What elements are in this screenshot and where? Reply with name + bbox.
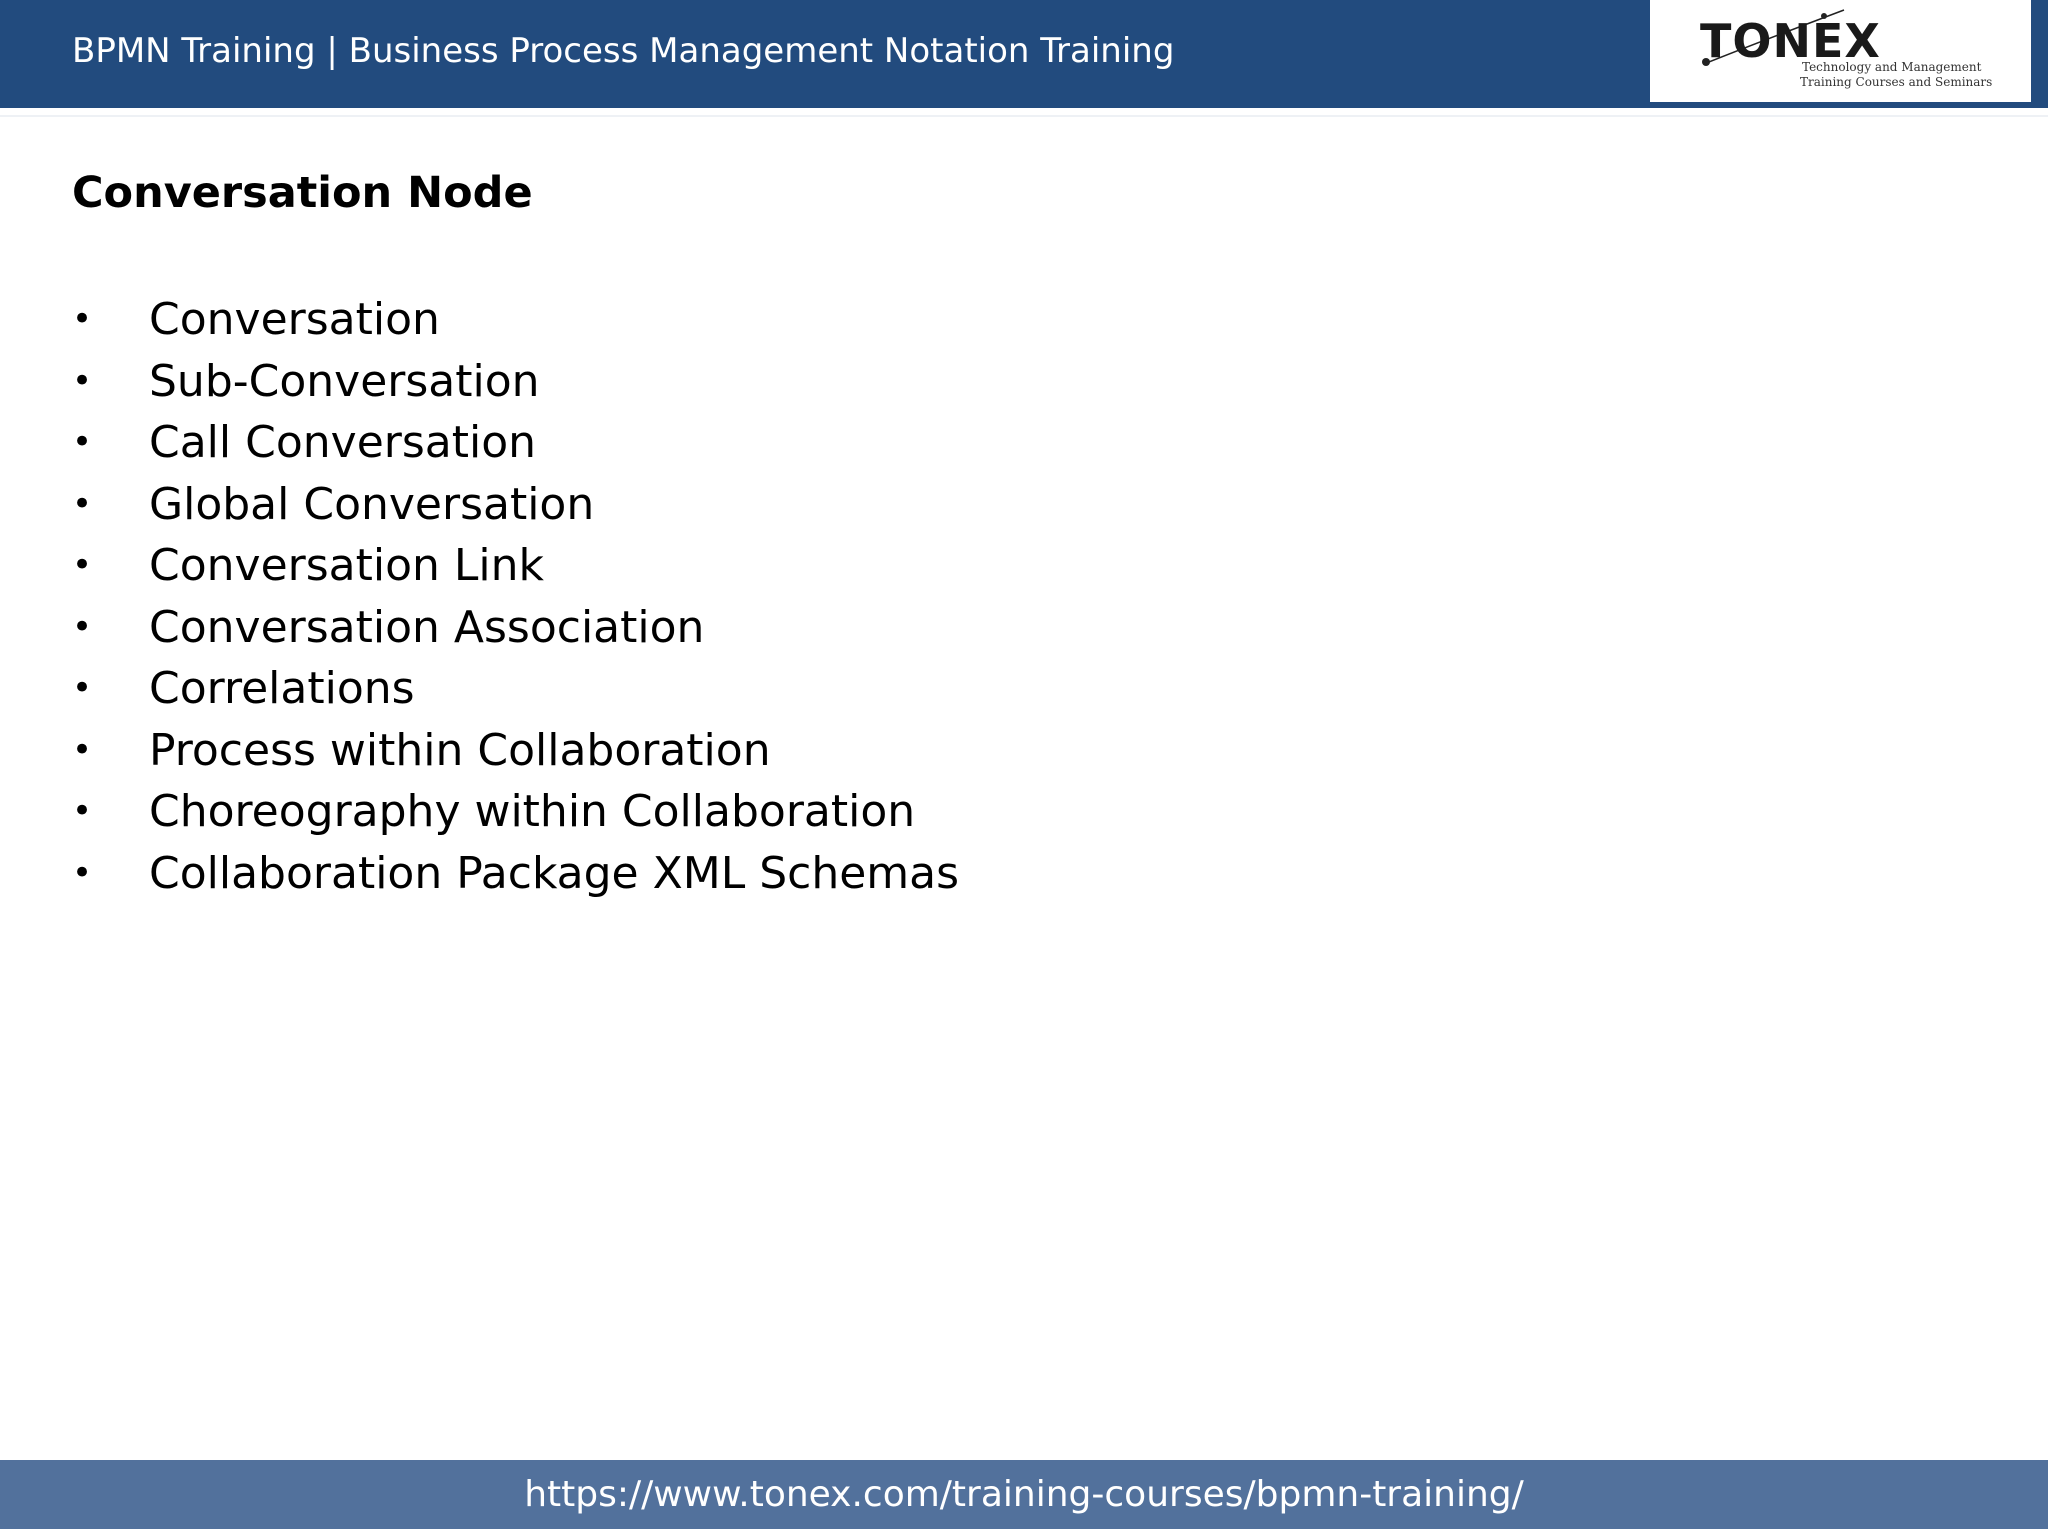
logo-tagline-2: Training Courses and Seminars [1800, 75, 1993, 89]
bullet-icon: • [72, 299, 93, 339]
logo-wordmark: TONEX [1700, 14, 1881, 68]
list-item-text: Conversation [149, 294, 440, 345]
slide-title: Conversation Node [72, 168, 533, 218]
list-item-text: Conversation Association [149, 601, 705, 653]
bullet-icon: • [72, 852, 93, 893]
list-item-text: Sub-Conversation [149, 355, 540, 407]
bullet-icon: • [72, 791, 93, 831]
bullet-icon: • [72, 483, 93, 524]
list-item-text: Conversation Link [149, 540, 544, 591]
bullet-icon: • [72, 668, 93, 708]
bullet-icon: • [72, 729, 93, 770]
bullet-icon: • [72, 360, 93, 401]
bullet-icon: • [72, 606, 93, 647]
list-item-text: Correlations [149, 663, 415, 714]
list-item-text: Call Conversation [149, 417, 537, 468]
header-divider [0, 115, 2048, 117]
footer-bar [0, 1460, 2048, 1529]
list-item-text: Collaboration Package XML Schemas [149, 847, 960, 899]
bullet-icon: • [72, 422, 93, 462]
logo-tagline-1: Technology and Management [1802, 60, 1982, 74]
list-item-text: Choreography within Collaboration [149, 786, 916, 837]
header-title: BPMN Training | Business Process Management Notation Training [72, 31, 1175, 71]
footer-url-link[interactable]: https://www.tonex.com/training-courses/bpmn-training/ [524, 1474, 1524, 1515]
list-item-text: Process within Collaboration [149, 724, 771, 776]
tonex-logo [1650, 0, 2031, 102]
list-item-text: Global Conversation [149, 478, 595, 530]
bullet-icon: • [72, 545, 93, 585]
